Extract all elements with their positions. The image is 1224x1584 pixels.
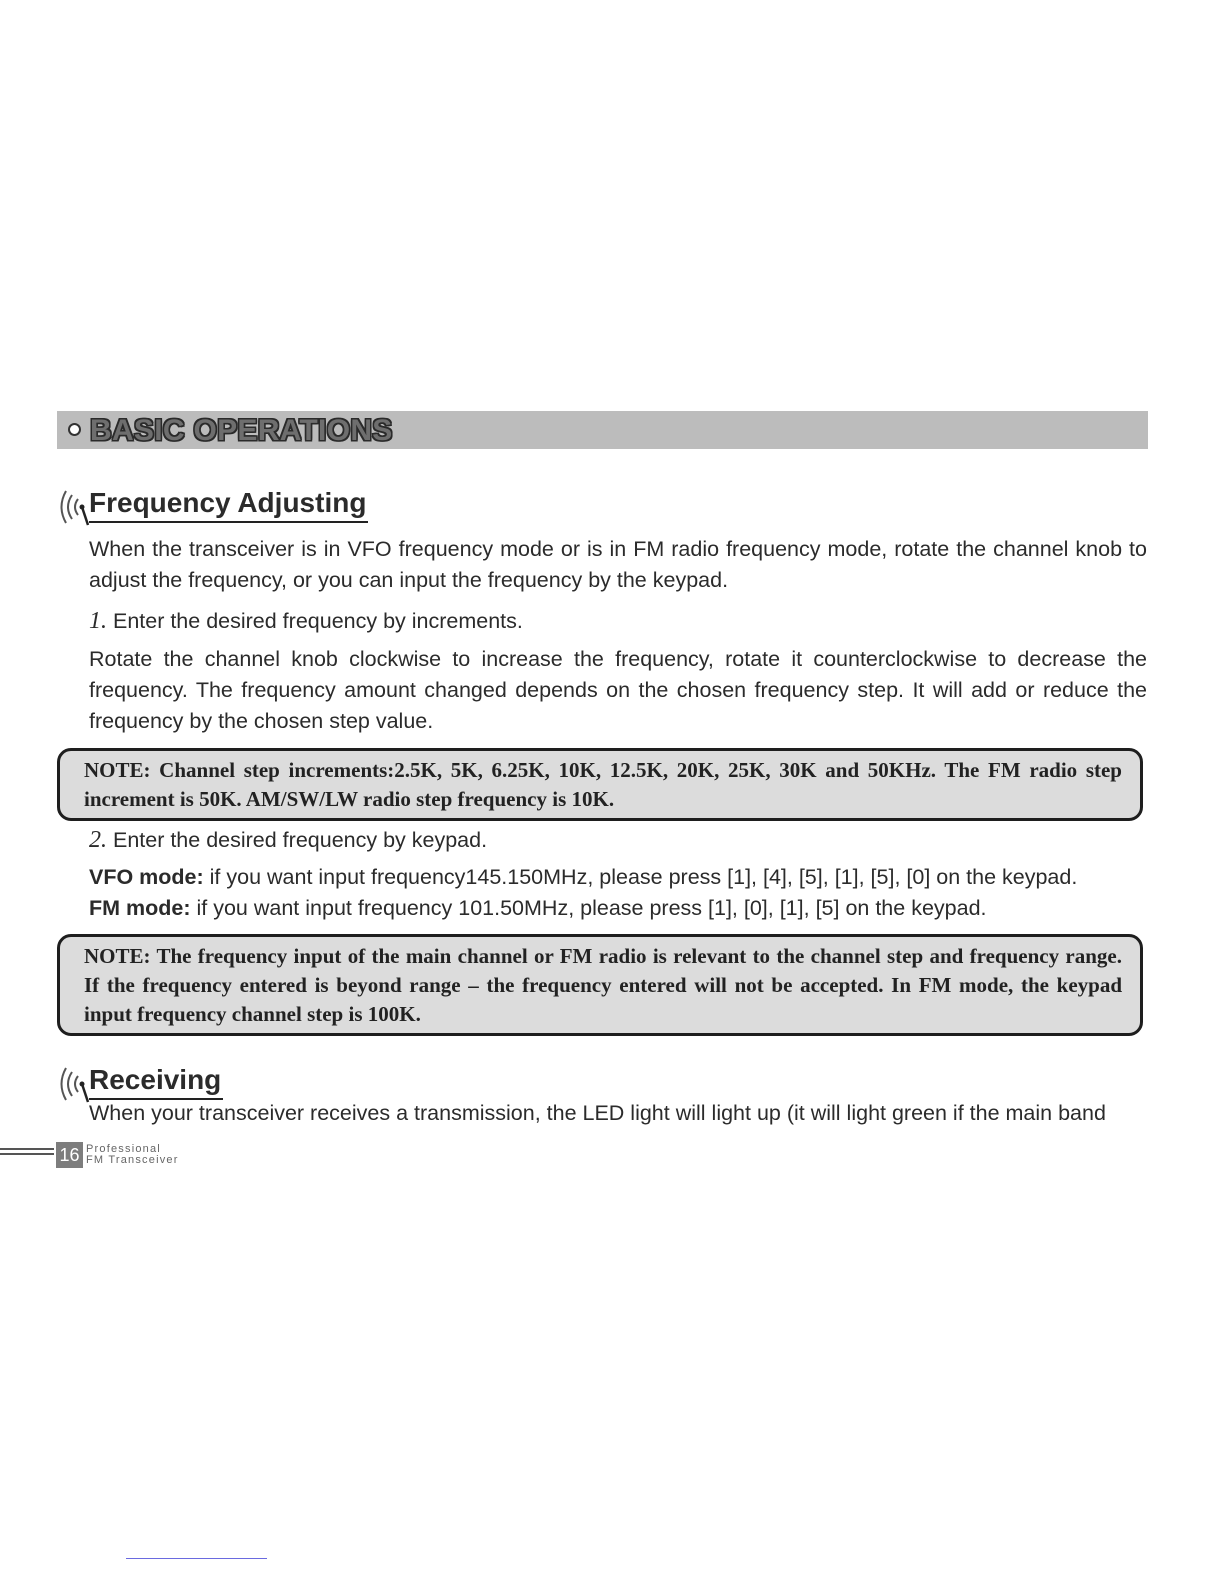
step-1-description: Rotate the channel knob clockwise to increase the frequency, rotate it counterclockwise to decrease the frequency. The frequency amount changed depends on the chosen frequency step. It will add or reduce the frequency by the chosen step value.: [89, 647, 1147, 733]
fm-mode-line: [89, 893, 1147, 924]
step-1-number: 1.: [89, 608, 107, 634]
footer-caption: [86, 1144, 179, 1166]
note-box-frequency-input: NOTE: The frequency input of the main channel or FM radio is relevant to the channel step and frequency range. If the frequency entered is beyond range – the frequency entered will not be accepted. In FM mode, the keypad input frequency channel step is 100K.: [57, 934, 1143, 1036]
section-heading-text: Receiving: [89, 1064, 223, 1100]
step-1-text: Enter the desired frequency by increments.: [107, 609, 523, 633]
page-number: 16: [56, 1142, 83, 1168]
section-heading-text: Frequency Adjusting: [89, 487, 368, 523]
receiving-paragraph: When your transceiver receives a transmission, the LED light will light up (it will light green if the main band: [89, 1101, 1106, 1125]
section-title: BASIC OPERATIONS: [90, 414, 393, 447]
bottom-link-underline: [126, 1558, 267, 1559]
vfo-mode-text: if you want input frequency145.150MHz, please press [1], [4], [5], [1], [5], [0] on the keypad.: [203, 865, 1078, 889]
step-2-text: Enter the desired frequency by keypad.: [107, 828, 488, 852]
step-2-number: 2.: [89, 827, 107, 853]
vfo-mode-line: [89, 862, 1147, 893]
vfo-mode-label: VFO mode:: [89, 865, 204, 889]
signal-waves-icon: [56, 487, 90, 527]
frequency-intro-paragraph: When the transceiver is in VFO frequency mode or is in FM radio frequency mode, rotate the channel knob to adjust the frequency, or you can input the frequency by the keypad.: [89, 537, 1147, 592]
footer-line-2: FM Transceiver: [86, 1154, 179, 1166]
footer-decorative-lines: [0, 1148, 54, 1160]
footer-line-1: Professional: [86, 1143, 161, 1155]
circle-bullet-icon: [68, 423, 81, 436]
fm-mode-text: if you want input frequency 101.50MHz, please press [1], [0], [1], [5] on the keypad.: [190, 896, 987, 920]
section-header-bar: [57, 411, 1148, 449]
fm-mode-label: FM mode:: [89, 896, 191, 920]
frequency-adjusting-heading: [56, 487, 386, 527]
note-box-channel-step: NOTE: Channel step increments:2.5K, 5K, 6.25K, 10K, 12.5K, 20K, 25K, 30K and 50KHz. The FM radio step increment is 50K. AM/SW/LW radio step frequency is 10K.: [57, 748, 1143, 821]
step-1-line: [89, 606, 1147, 637]
signal-waves-icon: [56, 1064, 90, 1104]
step-2-line: [89, 825, 1147, 856]
